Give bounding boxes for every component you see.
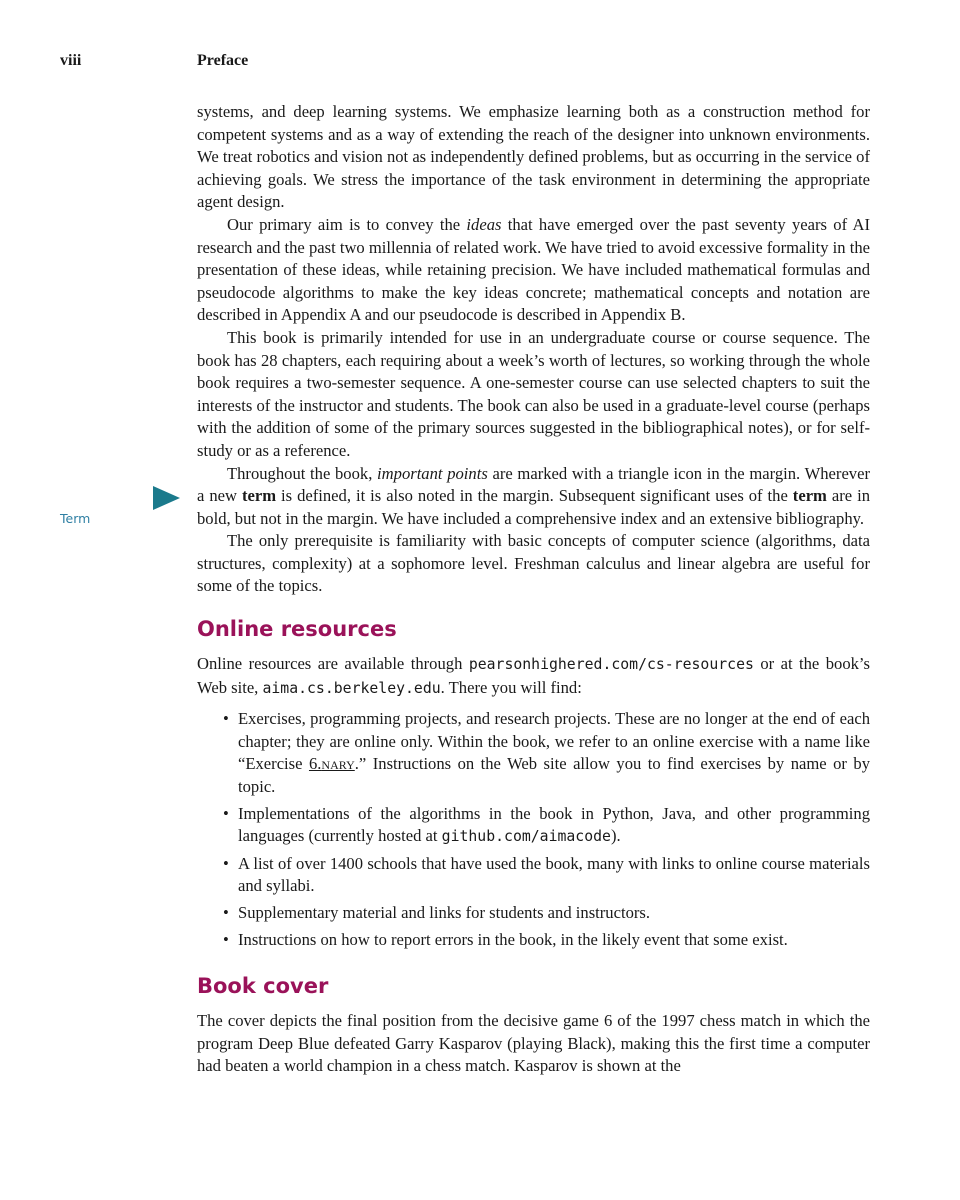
- book-cover-paragraph: The cover depicts the final position from the decisive game 6 of the 1997 chess match in which the program Deep Blue defeated Garry Kasparov (playing Black), making this the first time a computer had beaten a world champion in a chess match. Kasparov is shown at the: [197, 1011, 870, 1076]
- list-item-text: Exercises, programming projects, and research projects. These are no longer at the end of each chapter; they are online only. Within the book, we refer to an online exercise with a name like “Exercise: [238, 709, 870, 774]
- list-item: • A list of over 1400 schools that have used the book, many with links to online course materials and syllabi.: [197, 853, 870, 898]
- paragraph-3: This book is primarily intended for use in an undergraduate course or course sequence. The book has 28 chapters, each requiring about a week’s worth of lectures, so working through the whole book requires a two-semester sequence. A one-semester course can use selected chapters to suit the interests of the instructor and students. The book can also be used in a graduate-level course (perhaps with the addition of some of the primary sources suggested in the bibliographical notes), or for self-study or as a reference.: [197, 327, 870, 460]
- triangle-right-icon: [153, 486, 180, 510]
- paragraph-4-part-c: is defined, it is also noted in the margin. Subsequent significant uses of the: [276, 486, 793, 506]
- page-number: viii: [60, 52, 82, 69]
- paragraph-2: [197, 214, 870, 327]
- paragraph-4-part-d: are in bold, but not in the margin. We have included a comprehensive index and an extensive bibliography.: [197, 486, 871, 528]
- emphasis-important-points: important points: [377, 463, 488, 483]
- body-text: [197, 101, 870, 1078]
- bold-term: term: [792, 486, 827, 506]
- paragraph-2-part-b: that have emerged over the past seventy years of AI research and the past two millennia of related work. We have tried to avoid excessive formality in the presentation of these ideas, while retaining precision. We have included mathematical formulas and pseudocode algorithms to make the key ideas concrete; mathematical concepts and notation are described in Appendix A and our pseudocode is described in Appendix B.: [197, 214, 870, 325]
- margin-term-note: Term: [60, 511, 91, 526]
- list-item-text: .” Instructions on the Web site allow you to find exercises by name or by topic.: [238, 754, 870, 797]
- list-item: [197, 708, 870, 798]
- list-item: • Instructions on how to report errors in the book, in the likely event that some exist.: [197, 929, 870, 952]
- paragraph-4: [197, 463, 870, 531]
- running-title: Preface: [197, 52, 249, 69]
- list-item-text: Implementations of the algorithms in the book in Python, Java, and other programming languages (currently hosted at: [238, 803, 870, 846]
- paragraph-4-part-b: are marked with a triangle icon in the margin. Wherever a new: [197, 463, 870, 506]
- list-item: • Supplementary material and links for students and instructors.: [197, 902, 870, 925]
- url-github: github.com/aimacode: [441, 828, 611, 846]
- url-aima-site: aima.cs.berkeley.edu: [262, 679, 441, 697]
- paragraph-1: systems, and deep learning systems. We emphasize learning both as a construction method for competent systems and as a way of extending the reach of the designer into unknown environments. We treat robotics and vision not as independently defined problems, but as occurring in the service of achieving goals. We stress the importance of the task environment in determining the appropriate agent design.: [197, 102, 870, 212]
- list-item-text: ).: [610, 826, 621, 846]
- exercise-link-number: 6.: [308, 754, 322, 774]
- paragraph-4-part-a: Throughout the book,: [227, 463, 378, 483]
- list-item: [197, 803, 870, 849]
- exercise-link[interactable]: [309, 754, 355, 773]
- bold-term: term: [241, 486, 277, 506]
- intro-part-a: Online resources are available through: [197, 654, 469, 674]
- exercise-link-name: nary: [321, 754, 355, 774]
- section-heading-online-resources: Online resources: [197, 617, 397, 642]
- emphasis-ideas: ideas: [466, 214, 502, 234]
- paragraph-5: The only prerequisite is familiarity with basic concepts of computer science (algorithms, data structures, complexity) at a sophomore level. Freshman calculus and linear algebra are useful for some of the topics.: [197, 531, 870, 596]
- intro-part-b: or at the book’s Web site,: [197, 654, 870, 697]
- resources-list: [197, 708, 870, 951]
- url-pearson: pearsonhighered.com/cs-resources: [468, 656, 754, 674]
- online-resources-intro: [197, 653, 870, 700]
- section-heading-book-cover: Book cover: [197, 974, 329, 999]
- paragraph-2-part-a: Our primary aim is to convey the: [227, 214, 467, 234]
- intro-part-c: . There you will find:: [440, 677, 582, 697]
